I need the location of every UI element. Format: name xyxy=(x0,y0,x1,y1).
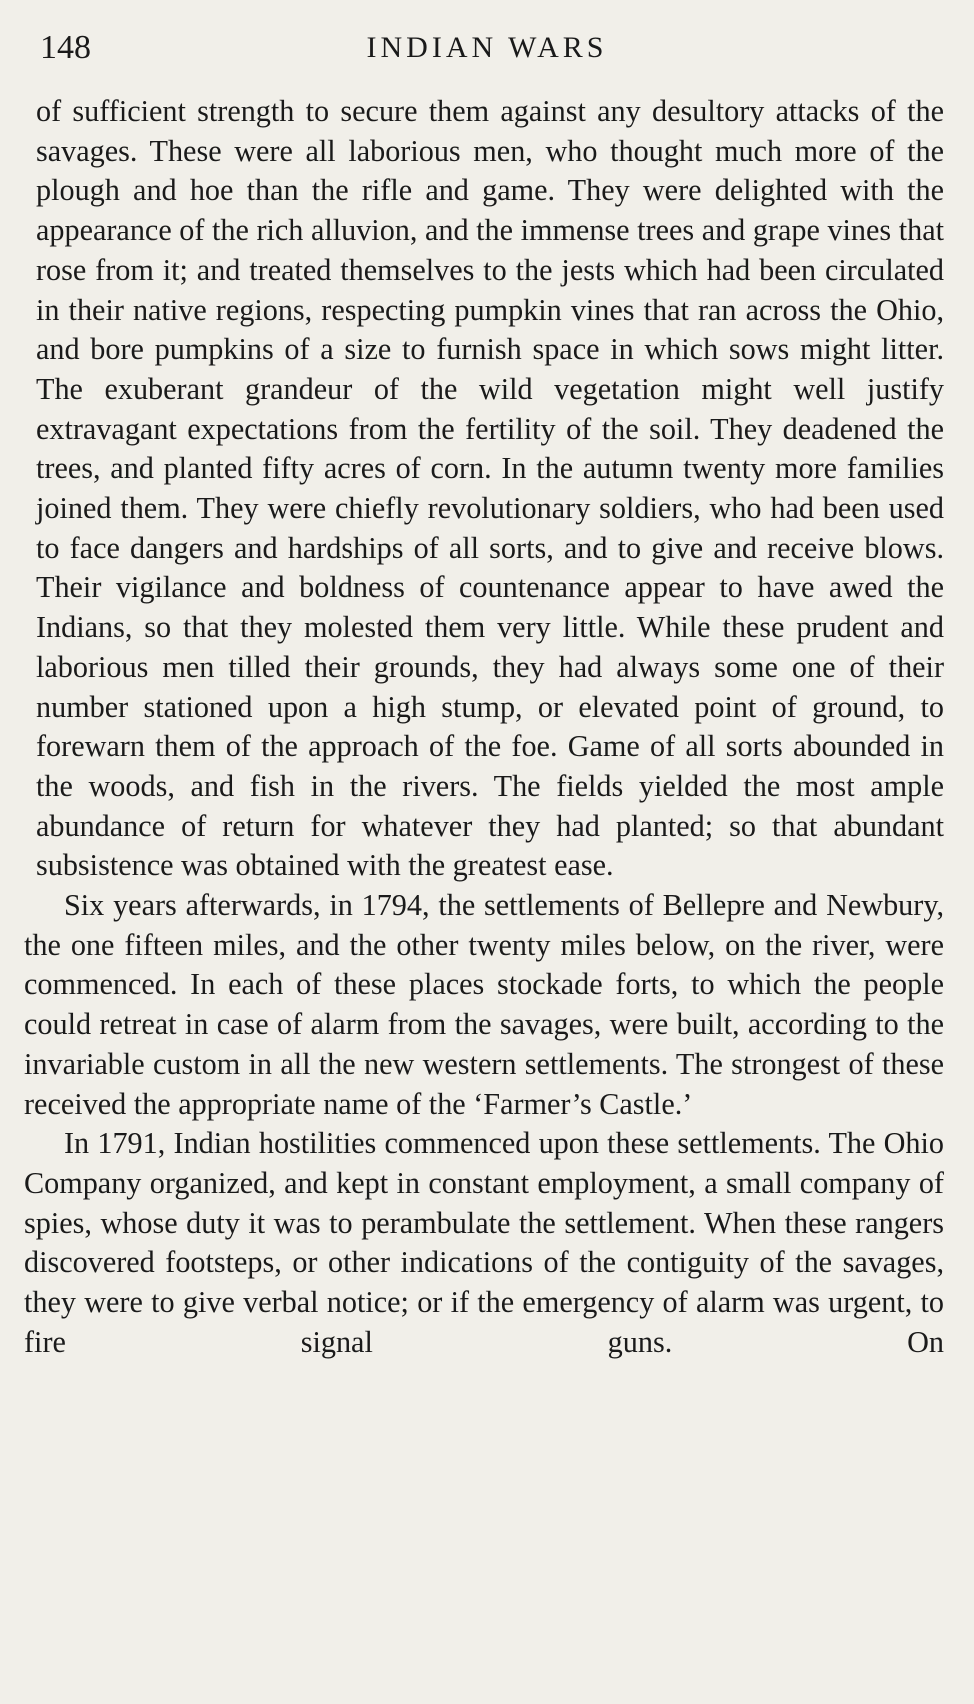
paragraph-1: of sufficient strength to secure them against any desultory attacks of the savages. These were all laborious men, who thought much more of the plough and hoe than the rifle and game. They were delighted with the appearance of the rich alluvion, and the immense trees and grape vines that rose from it; and treated themselves to the jests which had been circulated in their native regions, respecting pumpkin vines that ran across the Ohio, and bore pumpkins of a size to furnish space in which sows might litter. The exuberant grandeur of the wild vegetation might well justify extravagant expectations from the fertility of the soil. They deadened the trees, and planted fifty acres of corn. In the autumn twenty more families joined them. They were chiefly revolutionary soldiers, who had been used to face dangers and hardships of all sorts, and to give and receive blows. Their vigilance and boldness of countenance appear to have awed the Indians, so that they molested them very little. While these prudent and laborious men tilled their grounds, they had always some one of their number stationed upon a high stump, or elevated point of ground, to forewarn them of the approach of the foe. Game of all sorts abounded in the woods, and fish in the rivers. The fields yielded the most ample abundance of return for whatever they had planted; so that abundant subsistence was obtained with the greatest ease. xyxy=(36,94,944,883)
paragraph-3: In 1791, Indian hostilities commenced upon these settlements. The Ohio Company organized, and kept in constant employment, a small company of spies, whose duty it was to perambulate the settlement. When these rangers discovered footsteps, or other indications of the contiguity of the savages, they were to give verbal notice; or if the emergency of alarm was urgent, to fire signal guns. On xyxy=(24,1126,944,1359)
running-head: INDIAN WARS xyxy=(366,31,608,64)
page-number: 148 xyxy=(40,29,91,66)
page-header xyxy=(40,26,934,70)
paragraph-2: Six years afterwards, in 1794, the settlements of Bellepre and Newbury, the one fifteen miles, and the other twenty miles below, on the river, were commenced. In each of these places stockade forts, to which the people could retreat in case of alarm from the savages, were built, according to the invariable custom in all the new western settlements. The strongest of these received the appropriate name of the ‘Farmer’s Castle.’ xyxy=(24,888,944,1121)
body-text xyxy=(24,92,944,1363)
